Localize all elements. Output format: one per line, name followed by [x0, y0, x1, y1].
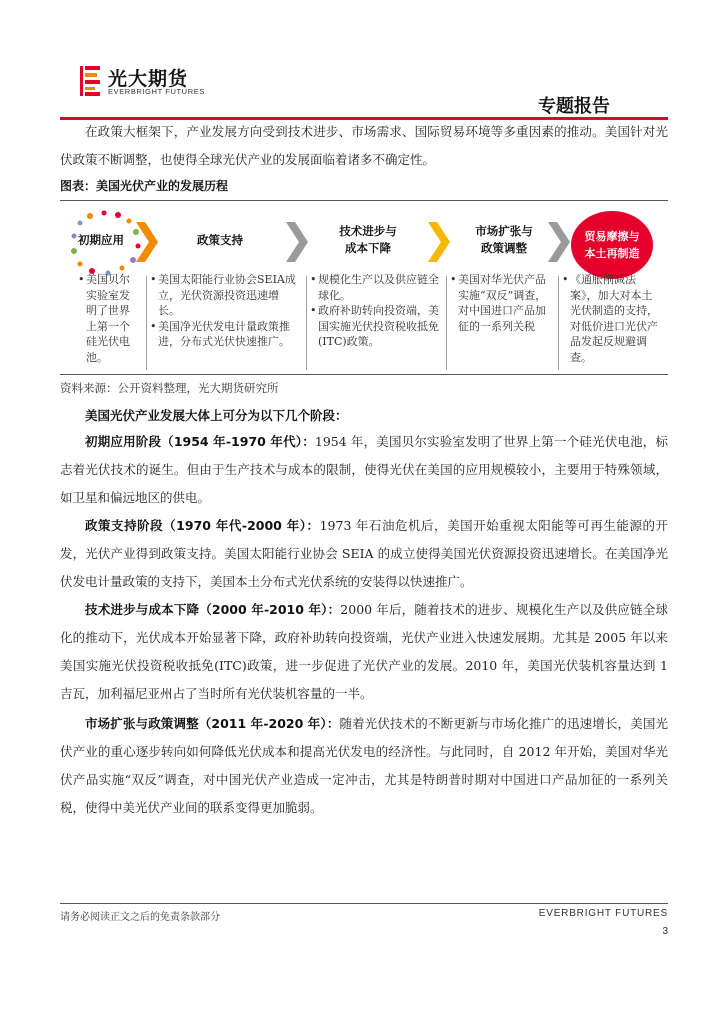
stage-desc-trade	[562, 272, 662, 365]
footer-disclaimer: 请务必阅读正文之后的免责条款部分	[60, 912, 220, 923]
stage-label-initial: 初期应用	[78, 232, 124, 247]
phase-title: 政策支持阶段（1970 年代-2000 年）：	[85, 518, 320, 533]
phase-title: 初期应用阶段（1954 年-1970 年代）：	[85, 434, 315, 449]
column-divider	[558, 276, 559, 370]
stage-desc-item: • 《通胀削减法案》，加大对本土光伏制造的支持，对低价进口光伏产品发起反规避调查。	[562, 272, 662, 365]
figure-bottom-rule	[60, 374, 668, 375]
phase-title: 技术进步与成本下降（2000 年-2010 年）：	[85, 602, 341, 617]
stage-label-market	[452, 212, 556, 268]
chevron-right-gray-icon-2	[548, 222, 570, 262]
body-lead	[60, 402, 668, 430]
chevron-right-orange-icon	[136, 222, 158, 262]
intro-paragraph: 在政策大框架下，产业发展方向受到技术进步、市场需求、国际贸易环境等多重因素的推动。美国针对光伏政策不断调整，也使得全球光伏产业的发展面临着诸多不确定性。	[60, 124, 668, 167]
company-logo	[80, 64, 220, 98]
stage-label-policy: 政策支持	[197, 232, 243, 247]
phase-text: 随着光伏技术的不断更新与市场化推广的迅速增长，美国光伏产业的重心逐步转向如何降低光伏成本和提高光伏发电的经济性。与此同时，自 2012 年开始，美国对华光伏产品实施“双反”调查，对中国光伏产业造成一定冲击，尤其是特朗普时期对中国进口产品加征的一系列关税，使得中美光伏产业间的联系变得更加脆弱。	[60, 716, 668, 815]
footer-brand: EVERBRIGHT FUTURES	[538, 908, 668, 919]
logo-mark-icon	[80, 66, 102, 96]
column-divider	[446, 276, 447, 370]
body-lead-text: 美国光伏产业发展大体上可分为以下几个阶段：	[85, 408, 348, 423]
figure-top-rule	[60, 200, 668, 201]
stage-label-tech-text: 技术进步与成本下降	[339, 224, 397, 255]
logo-text-cn: 光大期货	[108, 68, 189, 90]
phase-paragraph-policy	[60, 512, 668, 596]
stage-label-trade	[571, 211, 653, 279]
stage-desc-market	[450, 272, 554, 334]
stage-desc-policy	[150, 272, 300, 350]
column-divider	[146, 276, 147, 370]
logo-text-en: EVERBRIGHT FUTURES	[108, 87, 205, 96]
chevron-right-yellow-icon	[428, 222, 450, 262]
stage-desc-item: • 规模化生产以及供应链全球化。	[310, 272, 442, 303]
phase-paragraph-market	[60, 710, 668, 822]
stage-label-market-text: 市场扩张与政策调整	[475, 224, 533, 255]
stage-desc-item: • 政府补助转向投资端，美国实施光伏投资税收抵免(ITC)政策。	[310, 303, 442, 350]
phase-text: 2000 年后，随着技术的进步、规模化生产以及供应链全球化的推动下，光伏成本开始显著下降，政府补助转向投资端，光伏产业进入快速发展期。尤其是 2005 年以来美国实施光伏投资税收抵免(ITC)政策，进一步促进了光伏产业的发展。2010 年，美国光伏装机容量达到 1 吉瓦，加利福尼亚州占了当时所有光伏装机容量的一半。	[60, 602, 668, 701]
footer-divider	[60, 903, 668, 904]
phase-paragraph-tech	[60, 596, 668, 708]
stage-desc-item: • 美国净光伏发电计量政策推进，分布式光伏快速推广。	[150, 319, 300, 350]
phase-paragraph-initial	[60, 428, 668, 512]
phase-text: 1973 年石油危机后，美国开始重视太阳能等可再生能源的开发，光伏产业得到政策支持。美国太阳能行业协会 SEIA 的成立使得美国光伏资源投资迅速增长。在美国净光伏发电计量政策的支持下，美国本土分布式光伏系统的安装得以快速推广。	[60, 518, 668, 589]
stage-desc-tech	[310, 272, 442, 350]
page-number: 3	[662, 926, 668, 937]
column-divider	[306, 276, 307, 370]
stage-desc-item: • 美国太阳能行业协会SEIA成立，光伏资源投资迅速增长。	[150, 272, 300, 319]
report-type-title: 专题报告	[538, 96, 610, 117]
stage-desc-item: • 美国贝尔实验室发明了世界上第一个硅光伏电池。	[78, 272, 136, 365]
stage-desc-item: • 美国对华光伏产品实施“双反”调查，对中国进口产品加征的一系列关税	[450, 272, 554, 334]
stage-desc-initial	[78, 272, 136, 365]
figure-title: 图表：美国光伏产业的发展历程	[60, 179, 229, 193]
figure-source: 资料来源：公开资料整理，光大期货研究所	[60, 381, 279, 395]
phase-title: 市场扩张与政策调整（2011 年-2020 年）：	[85, 716, 340, 731]
stage-label-trade-text: 贸易摩擦与本土再制造	[584, 230, 640, 260]
stage-label-tech	[316, 212, 420, 268]
phase-text: 1954 年，美国贝尔实验室发明了世界上第一个硅光伏电池，标志着光伏技术的诞生。但由于生产技术与成本的限制，使得光伏在美国的应用规模较小，主要用于特殊领域，如卫星和偏远地区的供电。	[60, 434, 668, 505]
chevron-right-gray-icon	[286, 222, 308, 262]
